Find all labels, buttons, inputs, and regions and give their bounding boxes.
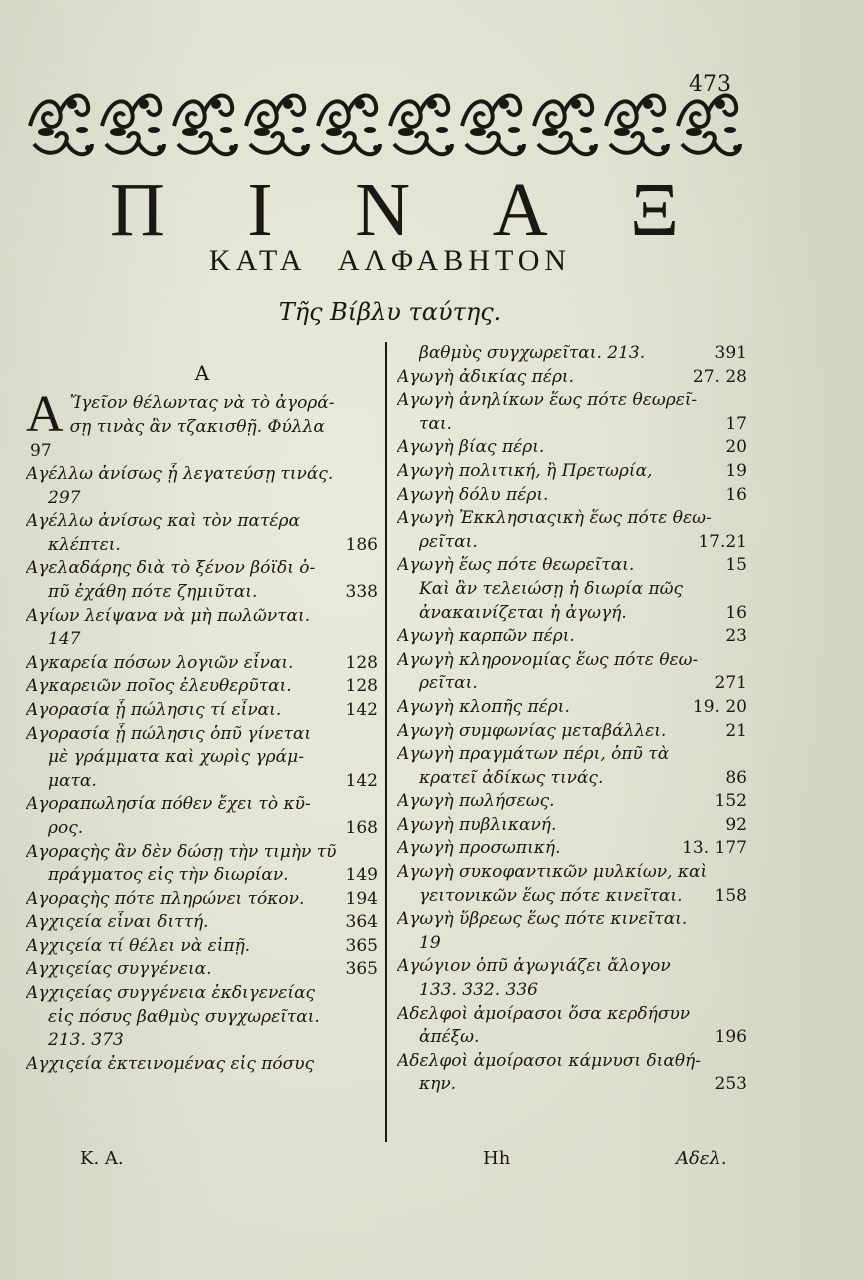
entry-text: Αγωγὴ κληρονομίας ἕως πότε θεω- — [397, 649, 699, 670]
entry-text: 133. 332. 336 — [419, 980, 538, 1001]
index-entry-line — [397, 720, 747, 744]
entry-page-ref: 23 — [725, 626, 747, 647]
entry-text: Αγώγιον ὁπῦ ἀγωγιάζει ἄλογον — [397, 956, 671, 977]
entry-page-ref: 97 — [30, 441, 52, 461]
index-entry-line — [26, 1029, 378, 1053]
entry-text: 147 — [48, 629, 81, 650]
entry-text: εἰς πόσυς βαθμὺς συγχωρεῖται. — [48, 1006, 320, 1027]
entry-line: σῃ τινὰς ἂν τζακισθῇ. Φύλλα — [69, 417, 325, 437]
page-number: 473 — [689, 72, 731, 97]
index-entry-line — [397, 790, 747, 814]
entry-text: ρεῖται. — [419, 531, 478, 552]
index-entry-line — [397, 767, 747, 791]
entry-list — [397, 342, 747, 1097]
index-entry-line — [397, 932, 747, 956]
entry-text: ρεῖται. — [419, 673, 478, 694]
entry-page-ref: 128 — [345, 676, 378, 697]
index-entry-line — [397, 389, 747, 413]
entry-text: Καὶ ἂν τελειώσῃ ἡ διωρία πῶς — [419, 578, 684, 599]
index-entry-line — [26, 581, 378, 605]
index-entry-line — [397, 554, 747, 578]
entry-page-ref: 168 — [345, 817, 378, 838]
entry-text: κλέπτει. — [48, 534, 121, 555]
index-entry-line — [397, 436, 747, 460]
entry-text: Αγκαρειῶν ποῖος ἐλευθερῦται. — [26, 676, 292, 697]
index-entry-line — [397, 696, 747, 720]
entry-page-ref: 19 — [725, 460, 747, 481]
drop-cap: Α — [26, 386, 64, 443]
index-entry-line — [26, 675, 378, 699]
entry-text: ρος. — [48, 817, 84, 838]
index-entry-line — [26, 605, 378, 629]
entry-text: Αγωγὴ ἀδικίας πέρι. — [397, 366, 575, 387]
first-entry — [26, 385, 378, 463]
entry-page-ref: 142 — [345, 699, 378, 720]
entry-page-ref: 17 — [725, 413, 747, 434]
entry-page-ref: 149 — [345, 865, 378, 886]
entry-text: μὲ γράμματα καὶ χωρὶς γράμ- — [48, 747, 304, 768]
entry-page-ref: 142 — [345, 770, 378, 791]
entry-page-ref: 20 — [725, 437, 747, 458]
entry-text: Αγκαρεία πόσων λογιῶν εἶναι. — [26, 652, 294, 673]
subtitle: ΚΑΤΑ ΑΛΦΑΒΗΤΟΝ — [208, 244, 572, 277]
page-title — [110, 170, 680, 250]
entry-text: Αγορασία ᾗ πώλησις τί εἶναι. — [26, 699, 282, 720]
index-entry-line — [26, 1053, 378, 1077]
index-entry-line — [397, 625, 747, 649]
entry-text: γειτονικῶν ἕως πότε κινεῖται. — [419, 885, 683, 906]
entry-text: 213. 373 — [48, 1030, 124, 1051]
title-letter: Α — [492, 168, 549, 252]
entry-text: Αγωγὴ προσωπική. — [397, 838, 561, 859]
entry-text: Αγωγὴ ὕβρεως ἕως πότε κινεῖται. — [397, 909, 688, 930]
entry-page-ref: 194 — [345, 888, 378, 909]
entry-page-ref: 338 — [345, 581, 378, 602]
index-entry-line — [397, 1073, 747, 1097]
index-entry-line — [26, 958, 378, 982]
entry-text: Αγωγὴ δόλυ πέρι. — [397, 484, 549, 505]
entry-page-ref: 365 — [345, 935, 378, 956]
entry-text: κην. — [419, 1074, 457, 1095]
entry-text: ται. — [419, 413, 452, 434]
index-entry-line — [26, 817, 378, 841]
entry-text: Αγωγὴ καρπῶν πέρι. — [397, 626, 575, 647]
entry-text: Αδελφοὶ ἀμοίρασοι ὅσα κερδήσυν — [397, 1003, 691, 1024]
entry-text: Αγχιςεία τί θέλει νὰ εἰπῇ. — [26, 935, 251, 956]
index-entry-line — [26, 723, 378, 747]
index-entry-line — [26, 699, 378, 723]
entry-text: Αγοραςὴς πότε πληρώνει τόκον. — [26, 888, 305, 909]
index-entry-line — [26, 652, 378, 676]
entry-text: Αγωγὴ Ἐκκλησιαςικὴ ἕως πότε θεω- — [397, 508, 712, 529]
entry-text: Αγωγὴ κλοπῆς πέρι. — [397, 696, 570, 717]
index-entry-line — [397, 1003, 747, 1027]
index-entry-line — [26, 628, 378, 652]
entry-text: ἀπέξω. — [419, 1027, 480, 1048]
index-entry-line — [397, 837, 747, 861]
entry-text: κρατεῖ ἀδίκως τινάς. — [419, 767, 604, 788]
entry-page-ref: 86 — [725, 767, 747, 788]
index-column-right — [397, 342, 747, 1097]
index-entry-line — [397, 672, 747, 696]
entry-page-ref: 17.21 — [698, 531, 747, 552]
floral-ornament-band — [26, 86, 754, 166]
footer-gathering-mark: Hh — [483, 1148, 511, 1169]
index-entry-line — [397, 366, 747, 390]
entry-text: Αγίων λείψανα νὰ μὴ πωλῶνται. — [26, 605, 311, 626]
entry-page-ref: 196 — [714, 1027, 747, 1048]
index-entry-line — [397, 413, 747, 437]
entry-page-ref: 365 — [345, 959, 378, 980]
index-entry-line — [26, 793, 378, 817]
index-entry-line — [397, 1026, 747, 1050]
entry-text: πῦ ἐχάθη πότε ζημιῦται. — [48, 581, 258, 602]
index-entry-line — [397, 1050, 747, 1074]
entry-text: Αγέλλω ἀνίσως καὶ τὸν πατέρα — [26, 511, 300, 532]
entry-text: 19 — [419, 932, 441, 953]
entry-text: Αδελφοὶ ἀμοίρασοι κάμνυσι διαθή- — [397, 1050, 701, 1071]
index-entry-line — [397, 649, 747, 673]
index-entry-line — [397, 885, 747, 909]
index-entry-line — [26, 1006, 378, 1030]
entry-text: Αγχιςεία ἐκτεινομένας εἰς πόσυς — [26, 1053, 315, 1074]
index-entry-line — [397, 814, 747, 838]
index-entry-line — [397, 955, 747, 979]
index-entry-line — [397, 578, 747, 602]
index-entry-line — [397, 342, 747, 366]
entry-page-ref: 27. 28 — [692, 366, 747, 387]
entry-page-ref: 92 — [725, 814, 747, 835]
entry-text: Αγχιςεία εἶναι διττή. — [26, 912, 209, 933]
entry-text: Αγωγὴ πωλήσεως. — [397, 791, 555, 812]
section-letter: Α — [194, 361, 210, 385]
entry-page-ref: 253 — [714, 1074, 747, 1095]
entry-text: ματα. — [48, 770, 97, 791]
entry-text: Αγχιςείας συγγένεια ἐκδιγενείας — [26, 983, 316, 1004]
entry-text: Αγέλλω ἀνίσως ᾗ λεγατεύσῃ τινάς. — [26, 464, 334, 484]
entry-text: βαθμὺς συγχωρεῖται. 213. — [419, 343, 646, 363]
entry-page-ref: 21 — [725, 720, 747, 741]
entry-text: Αγορασία ᾗ πώλησις ὁπῦ γίνεται — [26, 723, 312, 744]
entry-list — [26, 463, 378, 1076]
entry-text: ἀνακαινίζεται ἡ ἀγωγή. — [419, 602, 627, 623]
index-entry-line — [26, 557, 378, 581]
entry-page-ref: 186 — [345, 534, 378, 555]
entry-text: Αγωγὴ συκοφαντικῶν μυλκίων, καὶ — [397, 862, 708, 883]
entry-text: Αγωγὴ πραγμάτων πέρι, ὁπῦ τὰ — [397, 744, 670, 765]
entry-text: Αγχιςείας συγγένεια. — [26, 959, 212, 980]
entry-line: Ἴγεῖον θέλωντας νὰ τὸ ἀγορά- — [69, 393, 335, 413]
index-entry-line — [397, 743, 747, 767]
index-entry-line — [397, 979, 747, 1003]
entry-text: Αγοραςὴς ἂν δὲν δώσῃ τὴν τιμὴν τῦ — [26, 841, 337, 862]
entry-page-ref: 128 — [345, 652, 378, 673]
index-entry-line — [26, 982, 378, 1006]
index-entry-line — [397, 484, 747, 508]
entry-page-ref: 158 — [714, 885, 747, 906]
entry-page-ref: 19. 20 — [692, 696, 747, 717]
title-letter: Π — [110, 168, 166, 252]
index-entry-line — [26, 888, 378, 912]
column-divider — [385, 342, 387, 1142]
index-entry-line — [26, 534, 378, 558]
entry-page-ref: 13. 177 — [682, 838, 747, 859]
entry-text: πράγματος εἰς τὴν διωρίαν. — [48, 865, 289, 886]
entry-page-ref: 16 — [725, 484, 747, 505]
entry-text: Αγελαδάρης διὰ τὸ ξένον βόϊδι ὁ- — [26, 558, 316, 579]
index-entry-line — [26, 911, 378, 935]
index-entry-line — [397, 460, 747, 484]
entry-page-ref: 152 — [714, 791, 747, 812]
subtitle-book: Τῆς Βίβλυ ταύτης. — [278, 298, 502, 326]
footer-catchword: Αδελ. — [676, 1148, 727, 1169]
index-entry-line — [26, 841, 378, 865]
entry-text: Αγωγὴ βίας πέρι. — [397, 437, 545, 458]
index-entry-line — [26, 746, 378, 770]
entry-page-ref: 271 — [714, 673, 747, 694]
index-entry-line — [397, 531, 747, 555]
entry-text: 297 — [48, 487, 81, 508]
title-letter: Ι — [247, 168, 274, 252]
entry-text: Αγωγὴ πολιτική, ἢ Πρετωρία, — [397, 460, 653, 481]
index-entry-line — [397, 861, 747, 885]
index-entry-line — [26, 935, 378, 959]
index-entry-line — [26, 864, 378, 888]
footer-signature: K. A. — [80, 1148, 124, 1169]
entry-text: Αγωγὴ συμφωνίας μεταβάλλει. — [397, 720, 667, 741]
entry-text: Αγωγὴ πυβλικανή. — [397, 814, 557, 835]
index-entry-line — [397, 602, 747, 626]
index-entry-line — [26, 510, 378, 534]
index-entry-line — [26, 463, 378, 487]
entry-text: Αγωγὴ ἕως πότε θεωρεῖται. — [397, 555, 635, 576]
index-entry-line — [397, 908, 747, 932]
entry-page-ref: 364 — [345, 912, 378, 933]
index-entry-line — [26, 770, 378, 794]
index-column-left — [26, 345, 378, 1076]
entry-page-ref: 15 — [725, 555, 747, 576]
entry-page-ref: 16 — [725, 602, 747, 623]
title-letter: Ν — [355, 168, 412, 252]
entry-text: Αγοραπωλησία πόθεν ἔχει τὸ κῦ- — [26, 794, 311, 815]
index-entry-line — [397, 507, 747, 531]
title-letter: Ξ — [630, 168, 680, 252]
index-entry-line — [26, 487, 378, 511]
entry-page-ref: 391 — [714, 343, 747, 363]
entry-text: Αγωγὴ ἀνηλίκων ἕως πότε θεωρεῖ- — [397, 390, 698, 411]
